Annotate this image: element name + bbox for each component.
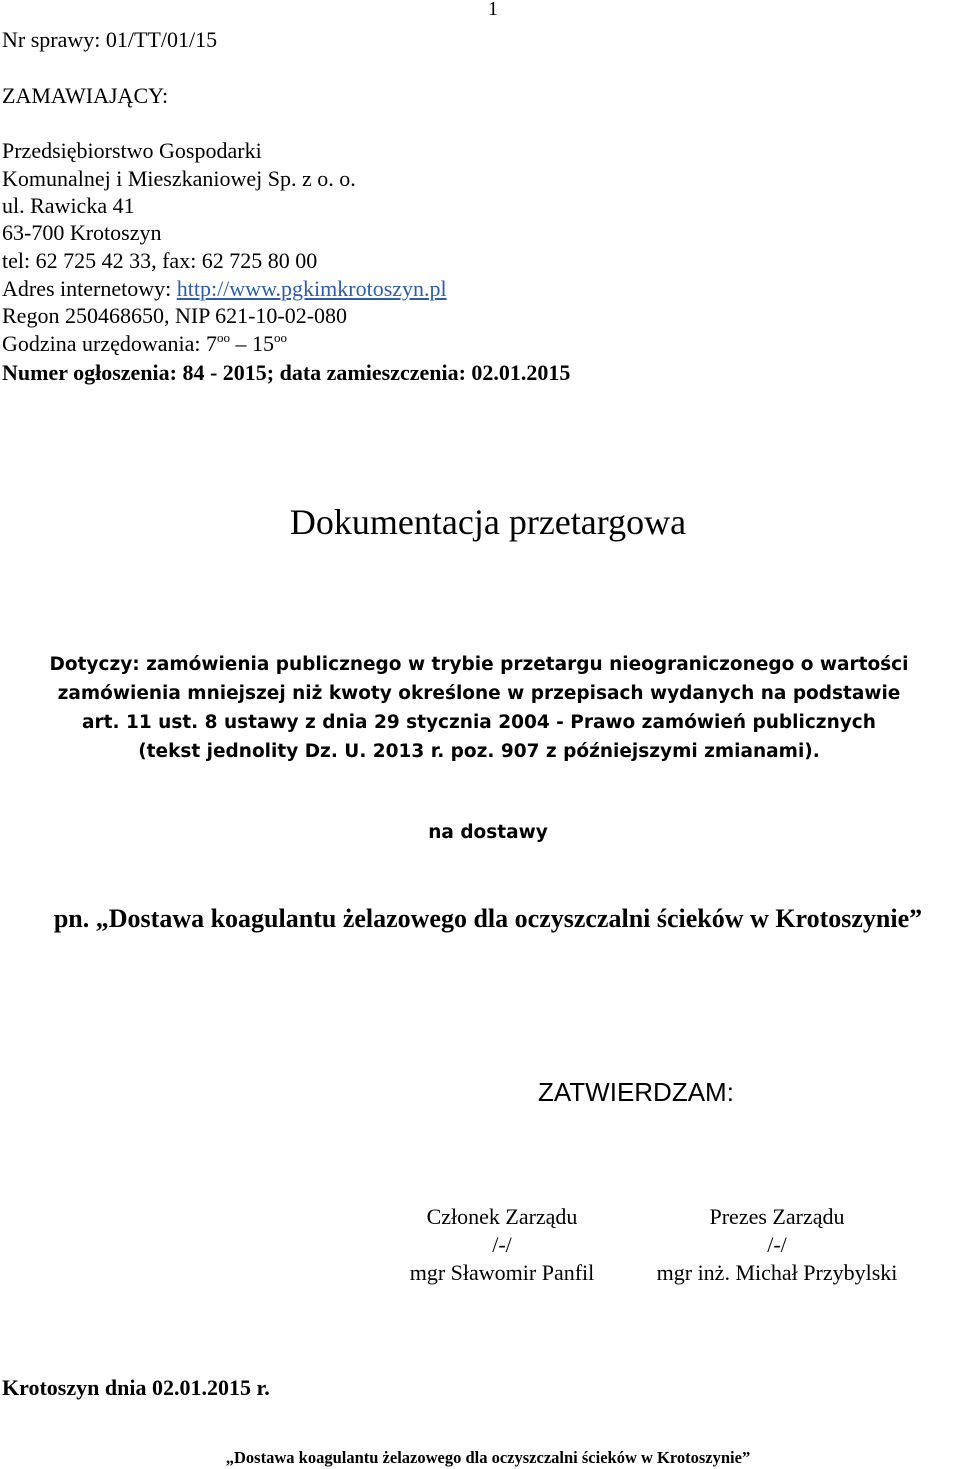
ordering-party-label: ZAMAWIAJĄCY: (2, 83, 169, 108)
document-title: Dokumentacja przetargowa (289, 502, 687, 542)
company-name-line2: Komunalnej i Mieszkaniowej Sp. z o. o. (2, 166, 356, 191)
signature-block-president (642, 1203, 912, 1287)
case-number: Nr sprawy: 01/TT/01/15 (2, 27, 218, 52)
signature-name: mgr inż. Michał Przybylski (656, 1260, 898, 1285)
company-street: ul. Rawicka 41 (2, 193, 135, 218)
delivery-type: na dostawy (428, 822, 548, 843)
hours-superscript-start: oo (217, 330, 231, 345)
announcement-number: Numer ogłoszenia: 84 - 2015; data zamieszczenia: 02.01.2015 (2, 360, 571, 385)
signature-role: Członek Zarządu (426, 1204, 578, 1229)
hours-superscript-end: oo (274, 330, 288, 345)
contract-title: pn. „Dostawa koagulantu żelazowego dla oczyszczalni ścieków w Krotoszynie” (53, 904, 923, 933)
company-phone-fax: tel: 62 725 42 33, fax: 62 725 80 00 (2, 248, 318, 273)
signature-mark: /-/ (767, 1232, 787, 1257)
company-website-line (2, 276, 447, 302)
company-name-line1: Przedsiębiorstwo Gospodarki (2, 138, 262, 163)
website-link[interactable]: http://www.pgkimkrotoszyn.pl (176, 276, 447, 301)
subject-text: Dotyczy: zamówienia publicznego w trybie przetargu nieograniczonego o wartości zamówienia mniejszej niż kwoty określone w przepisach wydanych na podstawie art. 11 ust. 8 ustawy z dnia 29 stycznia 2004 - Prawo zamówień publicznych (tekst jednolity Dz. U. 2013 r. poz. 907 z późniejszymi zmianami). (49, 654, 909, 762)
website-label: Adres internetowy: (2, 276, 177, 301)
company-city: 63-700 Krotoszyn (2, 220, 162, 245)
page-footer: „Dostawa koagulantu żelazowego dla oczyszczalni ścieków w Krotoszynie” (225, 1448, 751, 1467)
company-office-hours (2, 331, 287, 357)
signature-role: Prezes Zarządu (709, 1204, 845, 1229)
signature-mark: /-/ (492, 1232, 512, 1257)
approval-label: ZATWIERDZAM: (538, 1077, 734, 1107)
company-regon-nip: Regon 250468650, NIP 621-10-02-080 (2, 303, 348, 328)
page-number: 1 (488, 0, 498, 20)
signature-name: mgr Sławomir Panfil (409, 1260, 595, 1285)
hours-label: Godzina urzędowania: 7 (2, 331, 218, 356)
signature-block-member (367, 1203, 637, 1287)
hours-mid: – 15 (230, 331, 275, 356)
place-date: Krotoszyn dnia 02.01.2015 r. (2, 1375, 270, 1400)
